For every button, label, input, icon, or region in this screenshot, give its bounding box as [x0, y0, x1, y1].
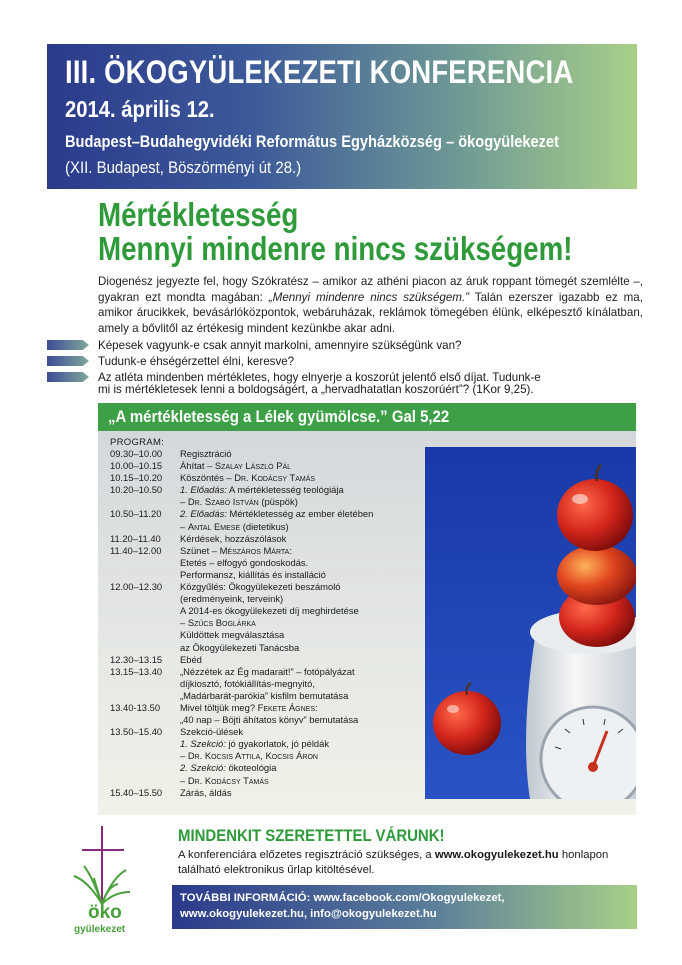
schedule-row — [110, 496, 420, 508]
arrow-icon — [47, 372, 89, 382]
schedule-time — [110, 775, 180, 787]
question-continuation: mi is mértékletesek lenni a boldogságért, a „hervadhatatlan koszorúért”? (1Kor 9,25). — [98, 383, 534, 396]
schedule-desc-text: „Nézzétek az Ég madarait!” – fotópályázat — [180, 665, 355, 677]
schedule-row — [110, 787, 420, 799]
schedule-desc-text: jó gyakorlatok, jó példák — [225, 738, 330, 750]
schedule-desc-text: – — [180, 617, 188, 629]
welcome-heading: MINDENKIT SZERETETTEL VÁRUNK! — [178, 826, 445, 845]
schedule-desc — [180, 654, 420, 666]
schedule-desc-italic: 1. Szekció: — [180, 738, 226, 750]
schedule-row — [110, 472, 420, 484]
schedule-desc-text: A 2014-es ökogyülekezeti díj meghirdetése — [180, 605, 359, 617]
schedule-desc — [180, 557, 420, 569]
schedule-row — [110, 666, 420, 678]
schedule-time: 13.50–15.40 — [110, 726, 163, 738]
schedule-speaker: Fekete Ágnes: — [257, 701, 318, 713]
schedule-desc — [180, 690, 420, 702]
schedule-time — [110, 629, 180, 641]
schedule-desc — [180, 521, 420, 533]
schedule-row — [110, 460, 420, 472]
info-line2[interactable]: www.okogyulekezet.hu, info@okogyulekezet.hu — [180, 908, 437, 920]
schedule-desc-text: Mivel töltjük meg? — [180, 701, 258, 713]
program-label: PROGRAM: — [110, 437, 165, 448]
conference-date: 2014. április 12. — [65, 96, 215, 122]
schedule-row — [110, 738, 420, 750]
schedule-desc-text: Performansz, kiállítás és installáció — [180, 568, 326, 580]
main-title — [98, 198, 572, 266]
schedule-speaker: Dr. Kodácsy Tamás — [187, 774, 269, 786]
apples-scale-illustration — [425, 447, 636, 799]
schedule-time — [110, 678, 180, 690]
schedule-desc — [180, 775, 420, 787]
schedule-time — [110, 762, 180, 774]
question-item — [47, 354, 647, 370]
schedule-row — [110, 581, 420, 593]
header-banner — [47, 44, 637, 189]
schedule-desc-text: Köszöntés – — [180, 472, 235, 484]
schedule-time — [110, 617, 180, 629]
schedule-time — [110, 496, 180, 508]
schedule-desc-italic: 1. Előadás: — [180, 484, 227, 496]
schedule-desc — [180, 666, 420, 678]
schedule-time: 13.40-13.50 — [110, 701, 161, 713]
schedule-speaker: Antal Emese — [187, 520, 241, 532]
schedule-row — [110, 690, 420, 702]
schedule-desc-tail: (dietetikus) — [240, 520, 289, 532]
logo-word-gyulekezet: gyülekezet — [74, 924, 126, 935]
schedule-row — [110, 521, 420, 533]
schedule-time — [110, 605, 180, 617]
schedule-desc — [180, 545, 420, 557]
schedule-desc-text: Mértékletesség az ember életében — [226, 508, 374, 520]
quote-banner — [98, 403, 636, 431]
schedule-time — [110, 521, 180, 533]
schedule-desc-text: Etetés – elfogyó gondoskodás. — [180, 556, 309, 568]
schedule-time: 12.00–12.30 — [110, 581, 163, 593]
schedule-row — [110, 605, 420, 617]
schedule-time — [110, 738, 180, 750]
schedule-desc — [180, 714, 420, 726]
main-title-line1: Mértékletesség — [98, 196, 299, 233]
schedule-desc-text: Regisztráció — [180, 448, 232, 459]
schedule-desc — [180, 569, 420, 581]
schedule-row — [110, 508, 420, 520]
schedule-time — [110, 593, 180, 605]
schedule-row — [110, 545, 420, 557]
schedule-desc — [180, 762, 420, 774]
schedule-row — [110, 593, 420, 605]
schedule-time — [110, 642, 180, 654]
schedule-desc-text: – — [180, 774, 188, 786]
schedule-desc — [180, 738, 420, 750]
schedule-desc — [180, 726, 420, 738]
question-text: Az atléta mindenben mértékletes, hogy elnyerje a koszorút jelentő első díjat. Tudunk-e — [98, 371, 541, 384]
schedule-desc-tail: (püspök) — [258, 496, 298, 508]
schedule-row — [110, 629, 420, 641]
conference-title: III. ÖKOGYÜLEKEZETI KONFERENCIA — [65, 54, 574, 90]
schedule-time: 09.30–10.00 — [110, 448, 163, 459]
schedule-time — [110, 690, 180, 702]
schedule-row — [110, 726, 420, 738]
schedule-desc — [180, 533, 420, 545]
question-text: Képesek vagyunk-e csak annyit markolni, amennyire szükségünk van? — [98, 339, 462, 352]
quote-text: „A mértékletesség a Lélek gyümölcse.” Gal 5,22 — [108, 407, 450, 426]
arrow-icon — [47, 340, 89, 350]
schedule-desc-text: Küldöttek megválasztása — [180, 629, 285, 641]
intro-quote: „Mennyi mindenre nincs szükségem.” — [268, 290, 470, 304]
schedule-desc — [180, 508, 420, 520]
schedule-time: 11.20–11.40 — [110, 532, 161, 544]
schedule-speaker: Dr. Szabó István — [187, 496, 259, 508]
schedule-time: 15.40–15.50 — [110, 786, 163, 798]
schedule-desc-text: – — [180, 750, 188, 762]
schedule-desc-text: díjkiosztó, fotókiállítás-megnyitó, — [180, 677, 315, 689]
schedule-desc-text: az Ökogyülekezeti Tanácsba — [180, 641, 300, 653]
schedule-desc — [180, 593, 420, 605]
schedule-row — [110, 642, 420, 654]
schedule-speaker: Szalay László Pál — [214, 460, 292, 472]
schedule-desc-text: Zárás, áldás — [180, 786, 232, 798]
schedule-desc-italic: 2. Előadás: — [180, 508, 227, 520]
logo-word-oko: öko — [88, 902, 122, 923]
schedule-time: 10.15–10.20 — [110, 472, 163, 484]
schedule-desc — [180, 605, 420, 617]
schedule-time — [110, 750, 180, 762]
schedule-row — [110, 484, 420, 496]
schedule-desc — [180, 460, 420, 472]
intro-text-end: Talán ezerszer igazabb ez ma, amikor árucikkek, bevásárlóközpontok, webáruházak, reklámok tömegében élünk, elképesztő kínálatban, amely a bővlitől az értékesig mindent kezünkbe akar adni. — [98, 290, 643, 335]
registration-note — [178, 848, 648, 878]
schedule-row — [110, 617, 420, 629]
schedule-desc — [180, 448, 420, 460]
schedule-time: 11.40–12.00 — [110, 544, 162, 556]
schedule-time — [110, 569, 180, 581]
question-item — [47, 338, 647, 354]
schedule-desc — [180, 472, 420, 484]
schedule-time: 13.15–13.40 — [110, 665, 163, 677]
schedule-desc-text: „Madárbarát-parókia” kisfilm bemutatása — [180, 689, 349, 701]
schedule-row — [110, 569, 420, 581]
schedule-speaker: Dr. Kodácsy Tamás — [234, 472, 316, 484]
schedule-desc — [180, 629, 420, 641]
schedule-row — [110, 775, 420, 787]
arrow-icon — [47, 356, 89, 366]
schedule-desc — [180, 678, 420, 690]
intro-text-start: Diogenész jegyezte fel, hogy Szókratész – amikor az athéni piacon az áruk roppant tömegét szemlélte –, gyakran ezt mondta magában: — [98, 275, 643, 304]
schedule-desc-text: Szekció-ülések — [180, 726, 244, 738]
schedule-row — [110, 702, 420, 714]
schedule-desc — [180, 484, 420, 496]
schedule-table — [110, 448, 420, 799]
schedule-row — [110, 654, 420, 666]
schedule-speaker: Dr. Kocsis Attila, Kocsis Áron — [187, 750, 318, 762]
schedule-row — [110, 762, 420, 774]
info-banner — [172, 885, 637, 929]
cross-grass-logo-icon — [68, 826, 158, 936]
schedule-desc-text: „40 nap – Böjti áhítatos könyv” bemutatása — [180, 714, 359, 726]
info-line1[interactable]: TOVÁBBI INFORMÁCIÓ: www.facebook.com/Okogyulekezet, — [180, 892, 505, 904]
schedule-desc-text: ökoteológia — [225, 762, 277, 774]
schedule-desc-text: – — [180, 496, 188, 508]
schedule-desc-text: Kérdések, hozzászólások — [180, 532, 287, 544]
apples-on-scale-photo — [425, 447, 636, 799]
schedule-time: 10.50–11.20 — [110, 508, 162, 520]
question-list — [47, 338, 647, 386]
okogyulekezet-logo — [68, 826, 158, 936]
schedule-desc — [180, 642, 420, 654]
schedule-desc-text: Szünet – — [180, 544, 220, 556]
schedule-time — [110, 714, 180, 726]
schedule-desc-text: – — [180, 520, 188, 532]
schedule-time: 10.00–10.15 — [110, 460, 163, 472]
schedule-time: 10.20–10.50 — [110, 484, 163, 496]
schedule-desc-text: Ebéd — [180, 653, 202, 665]
schedule-desc-text: Áhítat – — [180, 460, 215, 472]
registration-link[interactable]: www.okogyulekezet.hu — [434, 849, 559, 861]
conference-venue: Budapest–Budahegyvidéki Református Egyházközség – ökogyülekezet — [65, 132, 559, 151]
schedule-desc-italic: 2. Szekció: — [180, 762, 226, 774]
schedule-desc — [180, 617, 420, 629]
schedule-row — [110, 557, 420, 569]
question-text: Tudunk-e éhségérzettel élni, keresve? — [98, 355, 295, 368]
schedule-desc-text: A mértékletesség teológiája — [226, 484, 344, 496]
schedule-row — [110, 750, 420, 762]
schedule-row — [110, 533, 420, 545]
registration-text: A konferenciára előzetes regisztráció szükséges, a — [178, 849, 435, 861]
schedule-row — [110, 448, 420, 460]
schedule-time: 12.30–13.15 — [110, 653, 163, 665]
schedule-desc-text: Közgyűlés: Ökogyülekezeti beszámoló — [180, 581, 341, 593]
registration-text-end: honlapon — [558, 849, 609, 861]
schedule-desc — [180, 702, 420, 714]
registration-text-line2: található elektronikus űrlap kitöltésével. — [178, 864, 375, 876]
main-title-line2: Mennyi mindenre nincs szükségem! — [98, 230, 573, 267]
schedule-desc-text: (eredményeink, terveink) — [180, 593, 284, 605]
schedule-desc — [180, 787, 420, 799]
intro-paragraph — [98, 274, 643, 336]
schedule-row — [110, 714, 420, 726]
schedule-desc — [180, 581, 420, 593]
schedule-row — [110, 678, 420, 690]
schedule-speaker: Szűcs Boglárka — [187, 617, 256, 629]
schedule-desc — [180, 750, 420, 762]
schedule-desc — [180, 496, 420, 508]
conference-address: (XII. Budapest, Böszörményi út 28.) — [65, 158, 302, 177]
schedule-time — [110, 557, 180, 569]
schedule-speaker: Mészáros Márta: — [219, 544, 292, 556]
